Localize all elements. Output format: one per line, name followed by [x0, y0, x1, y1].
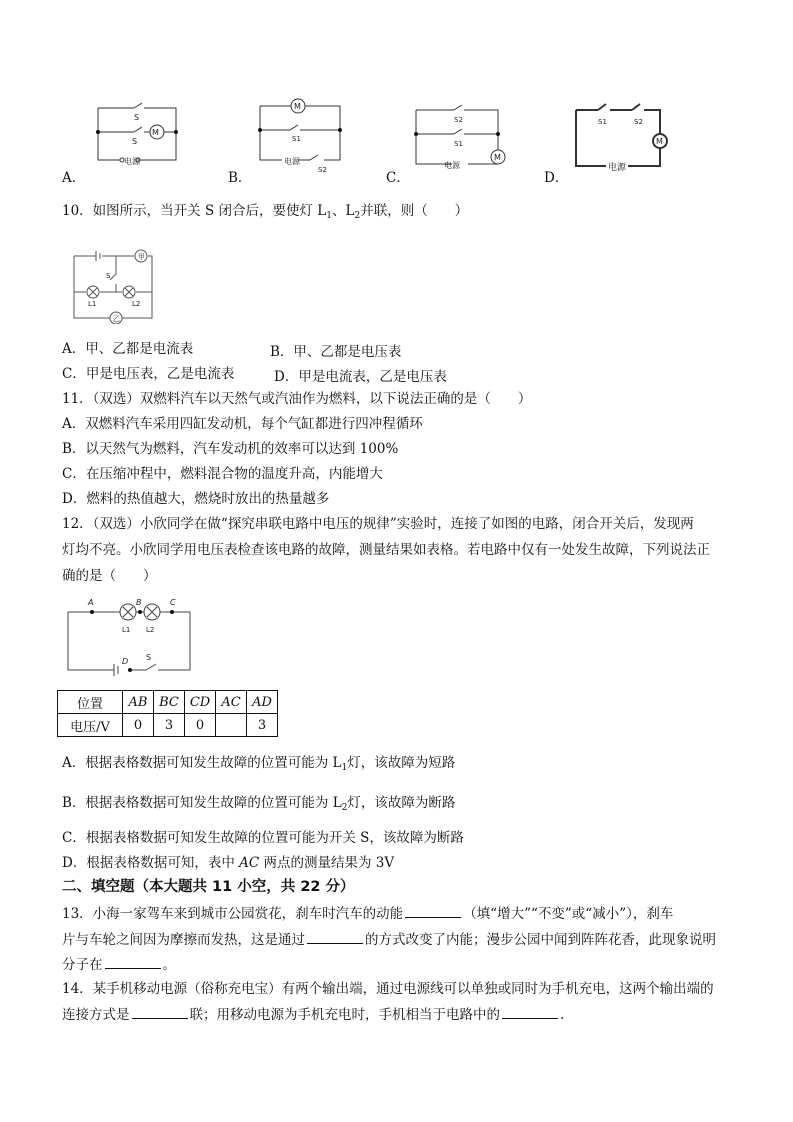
- option-text: A．根据表格数据可知发生故障的位置可能为 L: [62, 755, 342, 771]
- switch-label: S1: [292, 135, 301, 143]
- motor-symbol: M: [656, 137, 663, 146]
- q10-circuit-figure: [66, 244, 158, 324]
- point-label: B: [136, 598, 142, 607]
- q12-stem-line-2: 灯均不亮。小欣同学用电压表检查该电路的故障，测量结果如表格。若电路中仅有一处发生故障，下列说法正: [62, 542, 710, 558]
- switch-label: S: [132, 137, 138, 146]
- question-text: 分子在: [62, 957, 103, 973]
- q11-stem: 11．（双选）双燃料汽车以天然气或汽油作为燃料，以下说法正确的是（ ）: [62, 391, 532, 407]
- answer-blank[interactable]: [132, 1005, 188, 1019]
- q11-option-d: D．燃料的热值越大，燃烧时放出的热量越多: [62, 491, 330, 507]
- power-label: 电源: [284, 157, 300, 166]
- table-cell: 3: [154, 714, 185, 737]
- power-label: 电源: [608, 163, 627, 173]
- q12-option-a: [62, 754, 455, 777]
- point-label: A: [88, 598, 94, 607]
- subscript: 2: [354, 211, 361, 221]
- point-label: D: [122, 657, 129, 666]
- section-heading: 二、填空题（本大题共 11 小空，共 22 分）: [62, 879, 355, 895]
- answer-blank[interactable]: [307, 930, 363, 944]
- q12-option-b: [62, 794, 455, 817]
- q12-circuit-figure: [60, 594, 200, 684]
- table-cell: AD: [247, 691, 278, 714]
- meter-label: 乙: [113, 315, 120, 323]
- q10-stem-text: 、L: [332, 203, 355, 219]
- motor-symbol: M: [294, 102, 301, 111]
- q9-option-c: C．: [386, 170, 410, 186]
- lamp-label: L2: [146, 626, 155, 634]
- q10-stem-text: 10．如图所示，当开关 S 闭合后，要使灯 L: [62, 203, 327, 219]
- q14-line-2: [62, 1005, 564, 1024]
- table-cell: 0: [123, 714, 154, 737]
- q13-line-1: [62, 904, 673, 923]
- option-text: B．根据表格数据可知发生故障的位置可能为 L: [62, 795, 342, 811]
- table-row: [58, 691, 278, 714]
- q9-figure-d: [570, 100, 670, 174]
- switch-label: S: [106, 272, 111, 280]
- question-text: 联；用移动电源为手机充电时，手机相当于电路中的: [189, 1007, 500, 1023]
- q9-figure-a: [92, 98, 182, 170]
- q12-option-c: C．根据表格数据可知发生故障的位置可能为开关 S，该故障为断路: [62, 830, 464, 846]
- q13-line-3: [62, 955, 176, 974]
- answer-blank[interactable]: [502, 1005, 558, 1019]
- table-cell: [216, 714, 247, 737]
- motor-symbol: M: [152, 128, 159, 137]
- switch-label: S: [134, 113, 140, 122]
- q10-stem-text: 并联，则（ ）: [360, 203, 469, 219]
- switch-label: S2: [634, 118, 643, 126]
- option-text: 灯，该故障为断路: [347, 795, 456, 811]
- table-cell: 位置: [58, 691, 123, 714]
- q10-stem: [62, 202, 468, 225]
- table-cell: AB: [123, 691, 154, 714]
- question-text: 连接方式是: [62, 1007, 130, 1023]
- lamp-label: L1: [88, 300, 97, 308]
- option-text: 两点的测量结果为 3V: [259, 855, 395, 871]
- table-cell: AC: [216, 691, 247, 714]
- switch-label: S: [146, 653, 152, 662]
- switch-label: S2: [318, 166, 327, 174]
- question-text: 片与车轮之间因为摩擦而发热，这是通过: [62, 932, 305, 948]
- power-label: 电源: [124, 157, 140, 166]
- table-cell: CD: [185, 691, 216, 714]
- q9-option-b: B．: [228, 170, 252, 186]
- q9-figure-b: [254, 94, 346, 176]
- question-text: （填“增大”“不变”或“减小”），刹车: [463, 906, 674, 922]
- q12-stem-line-1: 12．（双选）小欣同学在做“探究串联电路中电压的规律”实验时，连接了如图的电路，闭合开关后，发现两: [62, 516, 694, 532]
- switch-label: S2: [454, 116, 463, 124]
- q9-option-d: D．: [544, 170, 569, 186]
- q10-option-b: B．甲、乙都是电压表: [270, 344, 402, 360]
- subscript: 1: [341, 763, 348, 773]
- motor-symbol: M: [494, 153, 501, 162]
- switch-label: S1: [454, 140, 463, 148]
- table-cell: 0: [185, 714, 216, 737]
- lamp-label: L2: [132, 300, 141, 308]
- q12-option-d: [62, 854, 394, 872]
- q10-option-c: C．甲是电压表，乙是电流表: [62, 366, 235, 382]
- point-label: C: [170, 598, 176, 607]
- q11-option-a: A．双燃料汽车采用四缸发动机，每个气缸都进行四冲程循环: [62, 416, 423, 432]
- table-cell: 3: [247, 714, 278, 737]
- option-text: 灯，该故障为短路: [347, 755, 456, 771]
- table-row: [58, 714, 278, 737]
- point-pair: AC: [239, 855, 260, 871]
- q13-line-2: [62, 930, 716, 949]
- table-cell: BC: [154, 691, 185, 714]
- q10-option-d: D．甲是电流表，乙是电压表: [274, 369, 447, 385]
- q14-line-1: 14．某手机移动电源（俗称充电宝）有两个输出端，通过电源线可以单独或同时为手机充电，这两个输出端的: [62, 981, 714, 997]
- q10-option-a: A．甲、乙都是电流表: [62, 341, 194, 357]
- subscript: 1: [326, 211, 332, 221]
- question-text: .: [560, 1007, 565, 1023]
- question-text: 13．小海一家驾车来到城市公园赏花，刹车时汽车的动能: [62, 906, 404, 922]
- question-text: 的方式改变了内能；漫步公园中闻到阵阵花香，此现象说明: [365, 932, 716, 948]
- power-label: 电源: [444, 161, 460, 170]
- meter-label: 甲: [138, 253, 145, 261]
- switch-label: S1: [598, 118, 607, 126]
- question-text: 。: [162, 957, 176, 973]
- q11-option-c: C．在压缩冲程中，燃料混合物的温度升高，内能增大: [62, 466, 383, 482]
- q11-option-b: B．以天然气为燃料，汽车发动机的效率可以达到 100%: [62, 441, 399, 457]
- table-cell: 电压/V: [58, 714, 123, 737]
- lamp-label: L1: [122, 626, 131, 634]
- answer-blank[interactable]: [105, 955, 161, 969]
- answer-blank[interactable]: [405, 904, 461, 918]
- q9-figure-c: [410, 100, 508, 176]
- q12-stem-line-3: 确的是（ ）: [62, 568, 157, 584]
- option-text: D．根据表格数据可知，表中: [62, 855, 240, 871]
- q9-option-a: A．: [62, 170, 86, 186]
- q12-voltage-table: [57, 690, 278, 737]
- subscript: 2: [341, 803, 348, 813]
